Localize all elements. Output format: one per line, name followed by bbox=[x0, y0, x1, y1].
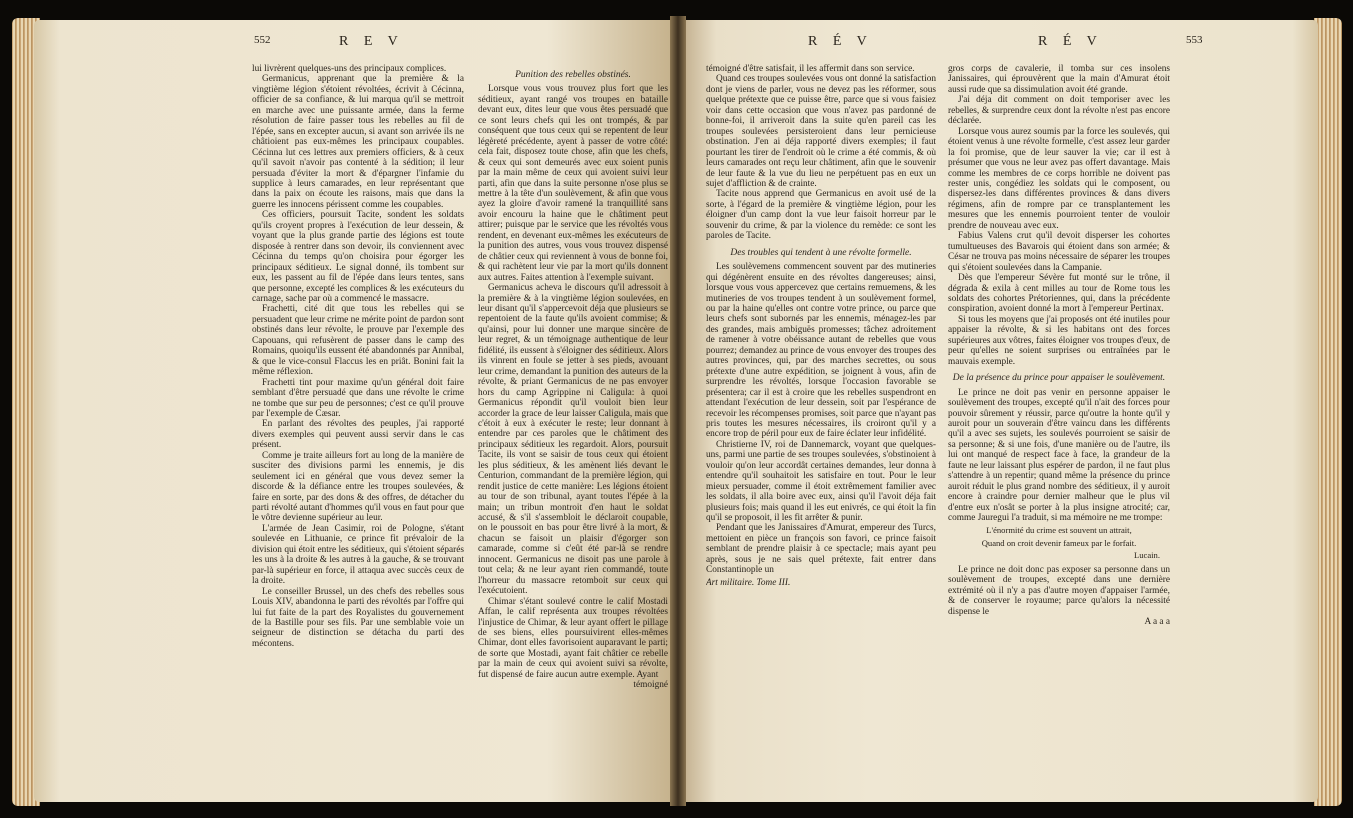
paragraph: En parlant des révoltes des peuples, j'ai rapporté divers exemples qui peuvent aussi servir dans le cas présent. bbox=[252, 419, 464, 451]
left-page bbox=[34, 20, 676, 802]
paragraph: Tacite nous apprend que Germanicus en avoit usé de la sorte, à l'égard de la première & vingtième légion, pour les éloigner d'un camp dont la vue leur faisoit horreur par le souvenir du crime, & par la violence du remède: ce sont les paroles de Tacite. bbox=[706, 189, 936, 242]
paragraph: Chimar s'étant soulevé contre le calif Mostadi Affan, le calif représenta aux troupes révoltées l'injustice de Chimar, & leur ayant offert le pillage de ses biens, elles poursuivirent elles-mêmes Chimar, dont elles favorisoient auparavant le parti; de sorte que Mostadi, ayant fait châtier ce rebelle par la main de ceux qui avoient suivi sa révolte, fut dispensé de faire aucun autre exemple. Ayant bbox=[478, 596, 668, 680]
paragraph: Christierne IV, roi de Dannemarck, voyant que quelques-uns, parmi une partie de ses troupes soulevées, s'obstinoient à vouloir qu'on leur accordât certaines demandes, leur donna à entendre qu'il souhaitoit les satisfaire en tout. Pour le leur mieux persuader, comme il étoit extrêmement familier avec les soldats, il alla boire avec eux, ainsi qu'il l'avoit déja fait plusieurs fois; mais quand il les eut enivrés, ce qui étoit la fin qu'il se proposoit, il les fit arrêter & punir. bbox=[706, 439, 936, 524]
paragraph: Les soulèvemens commencent souvent par des mutineries qui dégénèrent ensuite en des révoltes dangereuses; ainsi, lorsque vous vous appercevez que certains remuemens, & les mutineries de vos troupes tendent à un soulèvement formel, ou par la haine qu'elles ont contre votre prince, ou parce que leurs chefs sont subornés par les ennemis, ménagez-les par des grandes, mais ambiguës promesses; tâchez adroitement de ramener à votre obéissance autant de rebelles que vous pourrez; demandez au prince de vous envoyer des troupes des autres provinces, qui, par des marches secrettes, ou sous prétexte d'une autre expédition, se joignent à vous, afin de surprendre les révoltés, lorsque l'occasion favorable se présentera; car il est à croire que les rebelles suspendront en attendant l'exécution de leur dessein, soit par l'espérance de recevoir les récompenses promises, soit parce que n'ayant pas pris toutes les mesures nécessaires, ils croiront qu'il y a encore trop de péril pour eux de faire éclater leur infidélité. bbox=[706, 262, 936, 440]
paragraph: Dès que l'empereur Sévère fut monté sur le trône, il dégrada & exila à cent milles au tour de Rome tous les soldats des cohortes Prétoriennes, qui, dans la précédente conspiration, avoient donné la mort à l'empereur Pertinax. bbox=[948, 273, 1170, 315]
page-number: 553 bbox=[1186, 34, 1203, 46]
paragraph: J'ai déja dit comment on doit temporiser avec les rebelles, & surprendre ceux dont la révolte n'est pas encore déclarée. bbox=[948, 95, 1170, 127]
section-heading: Des troubles qui tendent à une révolte formelle. bbox=[730, 247, 912, 258]
catchword: A a a a bbox=[1144, 617, 1170, 628]
paragraph: Germanicus, apprenant que la première & la vingtième légion s'étoient révoltées, écrivit à Cécinna, officier de sa confiance, & lui marqua qu'il se mettroit en marche avec une puissante armée, dans la ferme résolution de faire passer tous les rebelles au fil de l'épée, sans en excepter aucun, si avant son arrivée ils ne châtioient pas eux-mêmes les principaux coupables. Cécinna lut ces lettres aux premiers officiers, & à ceux qu'il savoit n'avoir pas contenté à la sédition; il leur persuada d'éviter la mort & d'épargner l'infamie du supplice à leurs camarades, en leur représentant que dans la paix on écoute les raisons, mais que dans la guerre les innocens périssent comme les coupables. bbox=[252, 74, 464, 210]
section-heading: De la présence du prince pour appaiser le soulèvement. bbox=[952, 373, 1166, 384]
text-column-1 bbox=[252, 64, 464, 794]
paragraph: Le prince ne doit pas venir en personne appaiser le soulèvement des troupes, excepté qu'il n'ait des forces pour pouvoir sûrement y réussir, parce qu'outre la honte qu'il y auroit pour un souverain d'être vaincu dans les différents qu'il a avec ses sujets, les soulevés pourroient se saisir de sa personne; & si une fois, d'une manière ou de l'autre, ils lui ont manqué de respect face à face, la grandeur de la faute ne leur laissant plus espérer de pardon, il ne faut plus s'attendre à un repentir; quand même la présence du prince auroit réduit le plus grand nombre des séditieux, il y auroit encore à craindre pour dernier malheur que le plus vil d'entre eux n'osât se porter à la plus insigne atrocité; car, comme Jauregui l'a traduit, si ma mémoire ne me trompe: bbox=[948, 387, 1170, 524]
paragraph: Pendant que les Janissaires d'Amurat, empereur des Turcs, mettoient en pièce un françois son favori, ce prince faisoit semblant de prendre plaisir à ce spectacle; mais ayant peu après, sous je ne sais quel prétexte, fait entrer dans Constantinople un bbox=[706, 523, 936, 576]
paragraph: gros corps de cavalerie, il tomba sur ces insolens Janissaires, qui éprouvèrent que la main d'Amurat étoit aussi rude que sa dissimulation avoit été grande. bbox=[948, 64, 1170, 95]
right-page bbox=[678, 20, 1318, 802]
paragraph: témoigné d'être satisfait, il les affermit dans son service. bbox=[706, 64, 915, 74]
paragraph: Germanicus acheva le discours qu'il adressoit à la première & à la vingtième légion soulevées, en leur disant qu'il s'appercevoit déja que plusieurs se repentoient de la faute qu'ils avoient commise; & qu'ainsi, pour lui donner une marque sincère de leur regret, & un témoignage authentique de leur fidélité, ils eussent à s'éloigner des séditieux. Alors ils vinrent en foule se jetter à ses pieds, avouant leur crime, demandant la punition des auteurs de la révolte, & priant Germanicus de ne pas envoyer hors du camp Agrippine ni Caligula: à quoi Germanicus répondit qu'il vouloit bien leur accorder la grace de leur laisser Caligula, mais que c'étoit à eux à exécuter le reste; leur donnant à entendre par ces paroles que le châtiment des principaux séditieux les regardoit. Alors, poursuit Tacite, ils vont se saisir de tous ceux qui étoient les plus séditieux, & les amènent liés devant le Centurion, commandant de la première légion, qui rendit justice de cette manière: Les légions étoient au tour de son tribunal, ayant toutes l'épée à la main; un tribun montroit d'en haut le soldat accusé, & s'il s'assembloit le déclaroit coupable, on le poussoit en bas pour être livré à la mort, & chacun se faisoit un plaisir d'égorger son camarade, comme si c'eût été par-là se rendre innocent. Germanicus ne disoit pas une parole à tout cela; & ne leur ayant rien commandé, toute l'horreur du massacre retomboit sur ceux qui l'exécutoient. bbox=[478, 283, 668, 597]
book-spine bbox=[670, 16, 686, 806]
paragraph: lui livrèrent quelques-uns des principaux complices. bbox=[252, 64, 447, 74]
running-head: R E V bbox=[339, 34, 404, 49]
verse-line: L'énormité du crime est souvent un attrait, bbox=[986, 525, 1132, 536]
section-heading: Punition des rebelles obstinés. bbox=[515, 70, 631, 80]
verse-line: Lucain. bbox=[1133, 550, 1160, 561]
text-column-2 bbox=[948, 64, 1170, 794]
page-number: 552 bbox=[254, 34, 271, 46]
paragraph: Le conseiller Brussel, un des chefs des rebelles sous Louis XIV, abandonna le parti des révoltés par l'offre qui lui fut faite de la part des Royalistes du gouvernement de la Bastille pour ses fils. Par une semblable voie un seigneur de distinction se détacha du parti des mécontens. bbox=[252, 586, 464, 649]
paragraph: Frachetti tint pour maxime qu'un général doit faire semblant d'être persuadé que dans une révolte le crime ne tombe que sur peu de personnes; c'est ce qu'il prouve par l'exemple de Cæsar. bbox=[252, 377, 464, 419]
paragraph: Lorsque vous vous trouvez plus fort que les séditieux, ayant rangé vos troupes en bataille devant eux, dites leur que vous êtes persuadé que ce sont leurs chefs qui les ont trompés, & par conséquent que tous ceux qui se repentent de leur légèreté précédente, ayent à passer de votre côté: cela fait, disposez toute chose, afin que les chefs, & ceux qui sont demeurés avec eux soient punis par la main même de ceux qui avoient suivi leur parti, afin que dans la suite personne n'ose plus se mettre à la tête d'un soulèvement, & afin que vous ayez la gloire d'avoir ramené la tranquillité sans avoir encouru la haine que le châtiment peut attirer; puisque par le service que les révoltés vous rendent, en devenant eux-mêmes les exécuteurs de la punition des autres, vous vous trouvez dispensé de châtier ceux qui reviennent à vous de bonne foi, & qui rachètent leur vie par la mort qu'ils donnent aux autres. Faites attention à l'exemple suivant. bbox=[478, 84, 668, 283]
paragraph: Comme je traite ailleurs fort au long de la manière de susciter des divisions parmi les ennemis, je dis seulement ici en général que vous devez semer la discorde & la défiance entre les troupes soulevées, & faire en sorte, par des dons & des offres, de détacher du parti révolté autant d'hommes qu'il vous en faut pour que le vôtre devienne supérieur au leur. bbox=[252, 450, 464, 524]
paragraph: Le prince ne doit donc pas exposer sa personne dans un soulèvement de troupes, excepté dans une dernière extrémité où il n'y a pas d'autre moyen d'appaiser l'armée, & de conserver le royaume; parce qu'alors la nécessité dispense le bbox=[948, 564, 1170, 617]
page-edges-right bbox=[1314, 18, 1342, 806]
signature-line: Art militaire. Tome III. bbox=[706, 577, 791, 588]
paragraph: Ces officiers, poursuit Tacite, sondent les soldats qu'ils croyent propres à l'exécution de leur dessein, & voyant que la plus grande partie des légions est toute disposée à rentrer dans son devoir, ils conviennent avec Cécinna du temps qu'on choisira pour égorger les principaux séditieux. Le signal donné, ils tombent sur eux, les passent au fil de l'épée dans leurs tentes, sans que personne, excepté les complices & les exécuteurs du carnage, sache par où a commencé le massacre. bbox=[252, 210, 464, 304]
paragraph: Si tous les moyens que j'ai proposés ont été inutiles pour appaiser la révolte, & si les habitans ont des forces supérieures aux vôtres, faites éloigner vos troupes d'eux, de peur qu'elles ne soient surprises ou entraînées par le mauvais exemple. bbox=[948, 314, 1170, 367]
paragraph: Lorsque vous aurez soumis par la force les soulevés, qui étoient venus à une révolte formelle, c'est assez leur garder la foi promise, que de leur sauver la vie; car il est à présumer que vous ne leur avez pas offert davantage. Mais comme les membres de ce corps horrible ne doivent pas rester unis, congédiez les soldats qui le composent, ou dispersez-les dans différentes provinces & dans divers régimens, afin de rompre par ce transplantement les mesures que les ennemis pourroient tenter de vouloir prendre de nouveau avec eux. bbox=[948, 126, 1170, 231]
paragraph: L'armée de Jean Casimir, roi de Pologne, s'étant soulevée en Lithuanie, ce prince fit prévaloir de la division qui étoit entre les séditieux, qui s'étoient séparés les uns à la droite & les autres à la gauche, & se trouvant par-là supérieur en force, il attaqua avec succès ceux de la droite. bbox=[252, 523, 464, 587]
catchword: témoigné bbox=[633, 680, 668, 691]
paragraph: Frachetti, cité dit que tous les rebelles qui se persuadent que leur crime ne mérite point de pardon sont obstinés dans leur révolte, le prouve par l'exemple des Capouans, qui refusèrent de passer dans le camp des Romains, quoiqu'ils eussent été abandonnés par Annibal, & que le vice-consul Flaccus les en priât. Bonini fait la même réflexion. bbox=[252, 304, 464, 378]
running-head: R É V bbox=[1038, 34, 1103, 49]
paragraph: Quand ces troupes soulevées vous ont donné la satisfaction dont je viens de parler, vous ne devez pas les réformer, sous quelque prétexte que ce puisse être, parce que si vous faisiez voir dans cette occasion que vous n'avez pas pardonné de bonne-foi, il arriveroit dans la suite qu'en pareil cas les troupes soulevées persisteroient dans leur pernicieuse obstination. J'en ai déja rapporté divers exemples; il faut pourtant les tirer de l'endroit où le crime a été commis, & où leurs camarades ont reçu leur châtiment, afin que le souvenir de leur faute & la vue du lieu ne perpétuent pas en eux un sujet d'affliction & de crainte. bbox=[706, 74, 936, 189]
running-head: R É V bbox=[808, 34, 873, 49]
open-book bbox=[6, 4, 1348, 816]
verse-line: Quand on croit devenir fameux par le forfait. bbox=[981, 537, 1137, 548]
text-column-2 bbox=[478, 64, 668, 794]
paragraph: Fabius Valens crut qu'il devoit disperser les cohortes tumultueuses des Bavarois qui étoient dans son armée; & César ne trouva pas moins nécessaire de séparer les troupes qui s'étoient soulevées dans la Campanie. bbox=[948, 231, 1170, 273]
text-column-1 bbox=[706, 64, 936, 794]
